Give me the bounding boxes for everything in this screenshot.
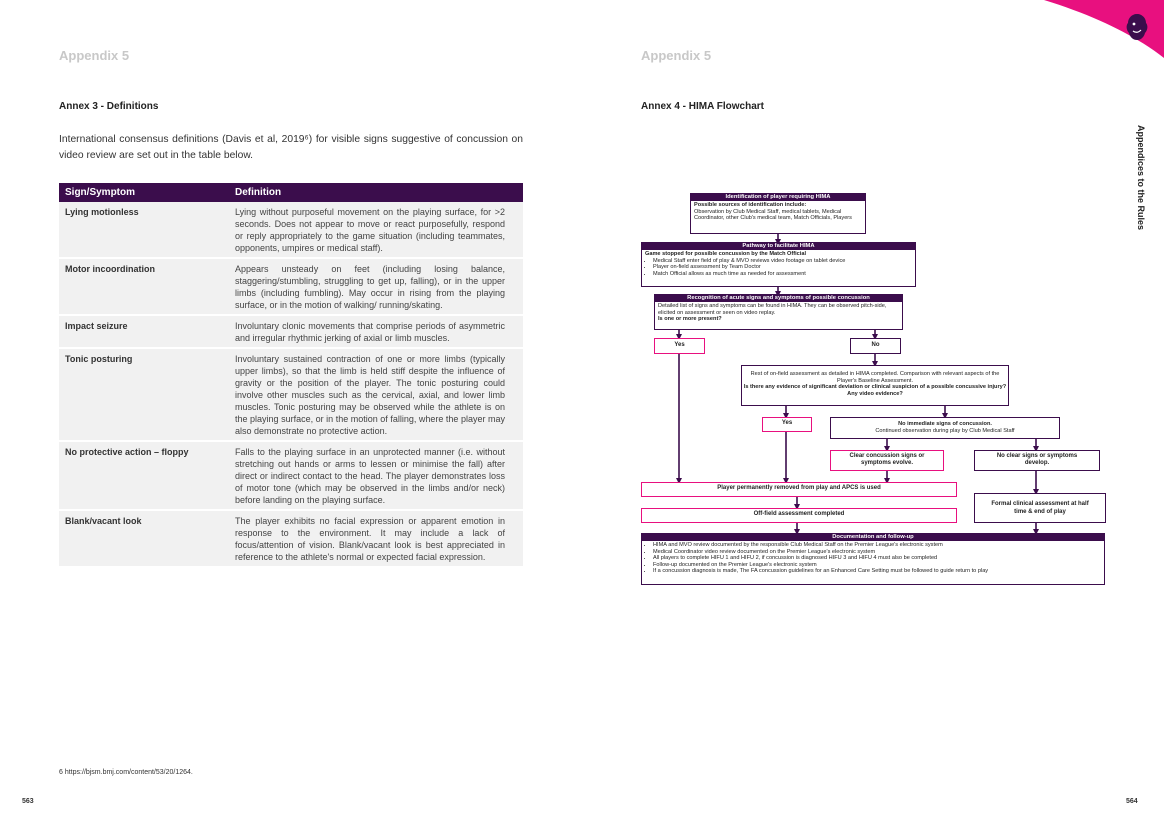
- identification-lead: Possible sources of identification include:: [694, 202, 807, 208]
- list-item: • Player on-field assessment by Team Doctor: [653, 264, 912, 271]
- side-title: Appendices to the Rules: [1136, 125, 1146, 231]
- list-item: • If a concussion diagnosis is made, The FA concussion guidelines for an Enhanced Care Setting must be followed to guide return to play: [653, 568, 1101, 575]
- definition-cell: The player exhibits no facial expression or apparent emotion in response to the environment. It may include a lack of focus/attention of vision. Blank/vacant look is best appreciated in reference to the athlete's normal or expected facial expression.: [229, 510, 523, 567]
- annex3-title: Annex 3 - Definitions: [59, 101, 159, 112]
- list-item: • All players to complete HIFU 1 and HIFU 2, if concussion is diagnosed HIFU 3 and HIFU 4 must also be completed: [653, 555, 1101, 562]
- table-row: [59, 315, 523, 348]
- rest-assessment-question: Is there any evidence of significant deviation or clinical suspicion of a possible concussive injury? Any video evidence?: [743, 384, 1007, 397]
- right-page-number: 564: [1126, 798, 1138, 805]
- no-immediate-title: No immediate signs of concussion.: [898, 421, 992, 427]
- no-clear-signs-box: No clear signs or symptoms develop.: [974, 450, 1100, 471]
- recognition-question: Is one or more present?: [658, 316, 722, 322]
- sign-cell: Lying motionless: [59, 202, 229, 258]
- sign-cell: Impact seizure: [59, 315, 229, 348]
- table-header-row: [59, 183, 523, 202]
- player-removed-box: Player permanently removed from play and APCS is used: [641, 482, 957, 497]
- identification-text: Observation by Club Medical Staff, medical tablets, Medical Coordinator, other Club's medical team, Match Officials, Players: [694, 208, 852, 221]
- documentation-header: Documentation and follow-up: [642, 534, 1104, 541]
- footnote: 6 https://bjsm.bmj.com/content/53/20/1264.: [59, 769, 193, 776]
- no-immediate-text: Continued observation during play by Club Medical Staff: [875, 427, 1015, 434]
- lion-crest-icon: [1124, 12, 1150, 42]
- pathway-header: Pathway to facilitate HIMA: [642, 243, 915, 250]
- rest-assessment-text: Rest of on-field assessment as detailed in HIMA completed. Comparison with relevant aspects of the Player's Baseline Assessment.: [750, 371, 1000, 384]
- table-row: [59, 202, 523, 258]
- sign-cell: Blank/vacant look: [59, 510, 229, 567]
- no-label-1: No: [850, 338, 901, 354]
- list-item: • Follow-up documented on the Premier League's electronic system: [653, 562, 1101, 569]
- list-item: • Medical Staff enter field of play & MVO reviews video footage on tablet device: [653, 258, 912, 265]
- definition-cell: Appears unsteady on feet (including losing balance, staggering/stumbling, struggling to get up, falling), or in the upper limbs (including fumbling). May occur in rising from the playing surface, or in the motion of walking/ running/skating.: [229, 258, 523, 315]
- sign-cell: No protective action – floppy: [59, 441, 229, 510]
- table-header-definition: Definition: [229, 183, 523, 202]
- sign-cell: Tonic posturing: [59, 348, 229, 441]
- identification-header: Identification of player requiring HIMA: [691, 194, 865, 201]
- off-field-assessment-box: Off-field assessment completed: [641, 508, 957, 523]
- rest-assessment-box: [741, 365, 1009, 406]
- definition-cell: Involuntary clonic movements that comprise periods of asymmetric and irregular rhythmic jerking of axial or limb muscles.: [229, 315, 523, 348]
- definitions-table: [59, 183, 523, 568]
- yes-label-1: Yes: [654, 338, 705, 354]
- documentation-box: [641, 533, 1105, 585]
- annex4-title: Annex 4 - HIMA Flowchart: [641, 101, 764, 112]
- yes-label-2: Yes: [762, 417, 812, 432]
- left-appendix-label: Appendix 5: [59, 48, 130, 63]
- recognition-box: [654, 294, 903, 330]
- clear-signs-box: Clear concussion signs or symptoms evolve.: [830, 450, 944, 471]
- pathway-lead: Game stopped for possible concussion by the Match Official: [645, 251, 807, 257]
- table-row: [59, 441, 523, 510]
- sign-cell: Motor incoordination: [59, 258, 229, 315]
- recognition-header: Recognition of acute signs and symptoms of possible concussion: [655, 295, 902, 302]
- table-header-sign: Sign/Symptom: [59, 183, 229, 202]
- table-row: [59, 348, 523, 441]
- table-row: [59, 258, 523, 315]
- table-row: [59, 510, 523, 567]
- list-item: • Match Official allows as much time as needed for assessment: [653, 271, 912, 278]
- recognition-text: Detailed list of signs and symptoms can be found in HIMA. They can be observed pitch-side, elicited on assessment or seen on video replay.: [658, 303, 887, 316]
- formal-assessment-box: Formal clinical assessment at half time & end of play: [974, 493, 1106, 523]
- no-immediate-signs-box: [830, 417, 1060, 439]
- intro-paragraph: International consensus definitions (Davis et al, 2019⁶) for visible signs suggestive of concussion on video review are set out in the table below.: [59, 134, 523, 161]
- identification-box: [690, 193, 866, 234]
- pathway-box: [641, 242, 916, 287]
- list-item: • Medical Coordinator video review documented on the Premier League's electronic system: [653, 549, 1101, 556]
- right-appendix-label: Appendix 5: [641, 48, 712, 63]
- definition-cell: Lying without purposeful movement on the playing surface, for >2 seconds. Does not appear to move or react purposefully, respond or reply appropriately to the game situation (including teammates, opponents, umpires or medical staff).: [229, 202, 523, 258]
- definition-cell: Involuntary sustained contraction of one or more limbs (typically upper limbs), so that the limb is held stiff despite the influence of gravity or the position of the player. The tonic posturing could involve other muscles such as the cervical, axial, and lower limb muscles. Tonic posturing may be observed while the athlete is on the playing surface, or in the motion of falling, where the player may also demonstrate no protective action.: [229, 348, 523, 441]
- list-item: • HIMA and MVO review documented by the responsible Club Medical Staff on the Premier League's electronic system: [653, 542, 1101, 549]
- definition-cell: Falls to the playing surface in an unprotected manner (i.e. without stretching out hands or arms to lessen or minimise the fall) after direct or indirect contact to the head. The player demonstrates loss of motor tone (which may be observed in the limbs and/or neck) before landing on the playing surface.: [229, 441, 523, 510]
- left-page-number: 563: [22, 798, 34, 805]
